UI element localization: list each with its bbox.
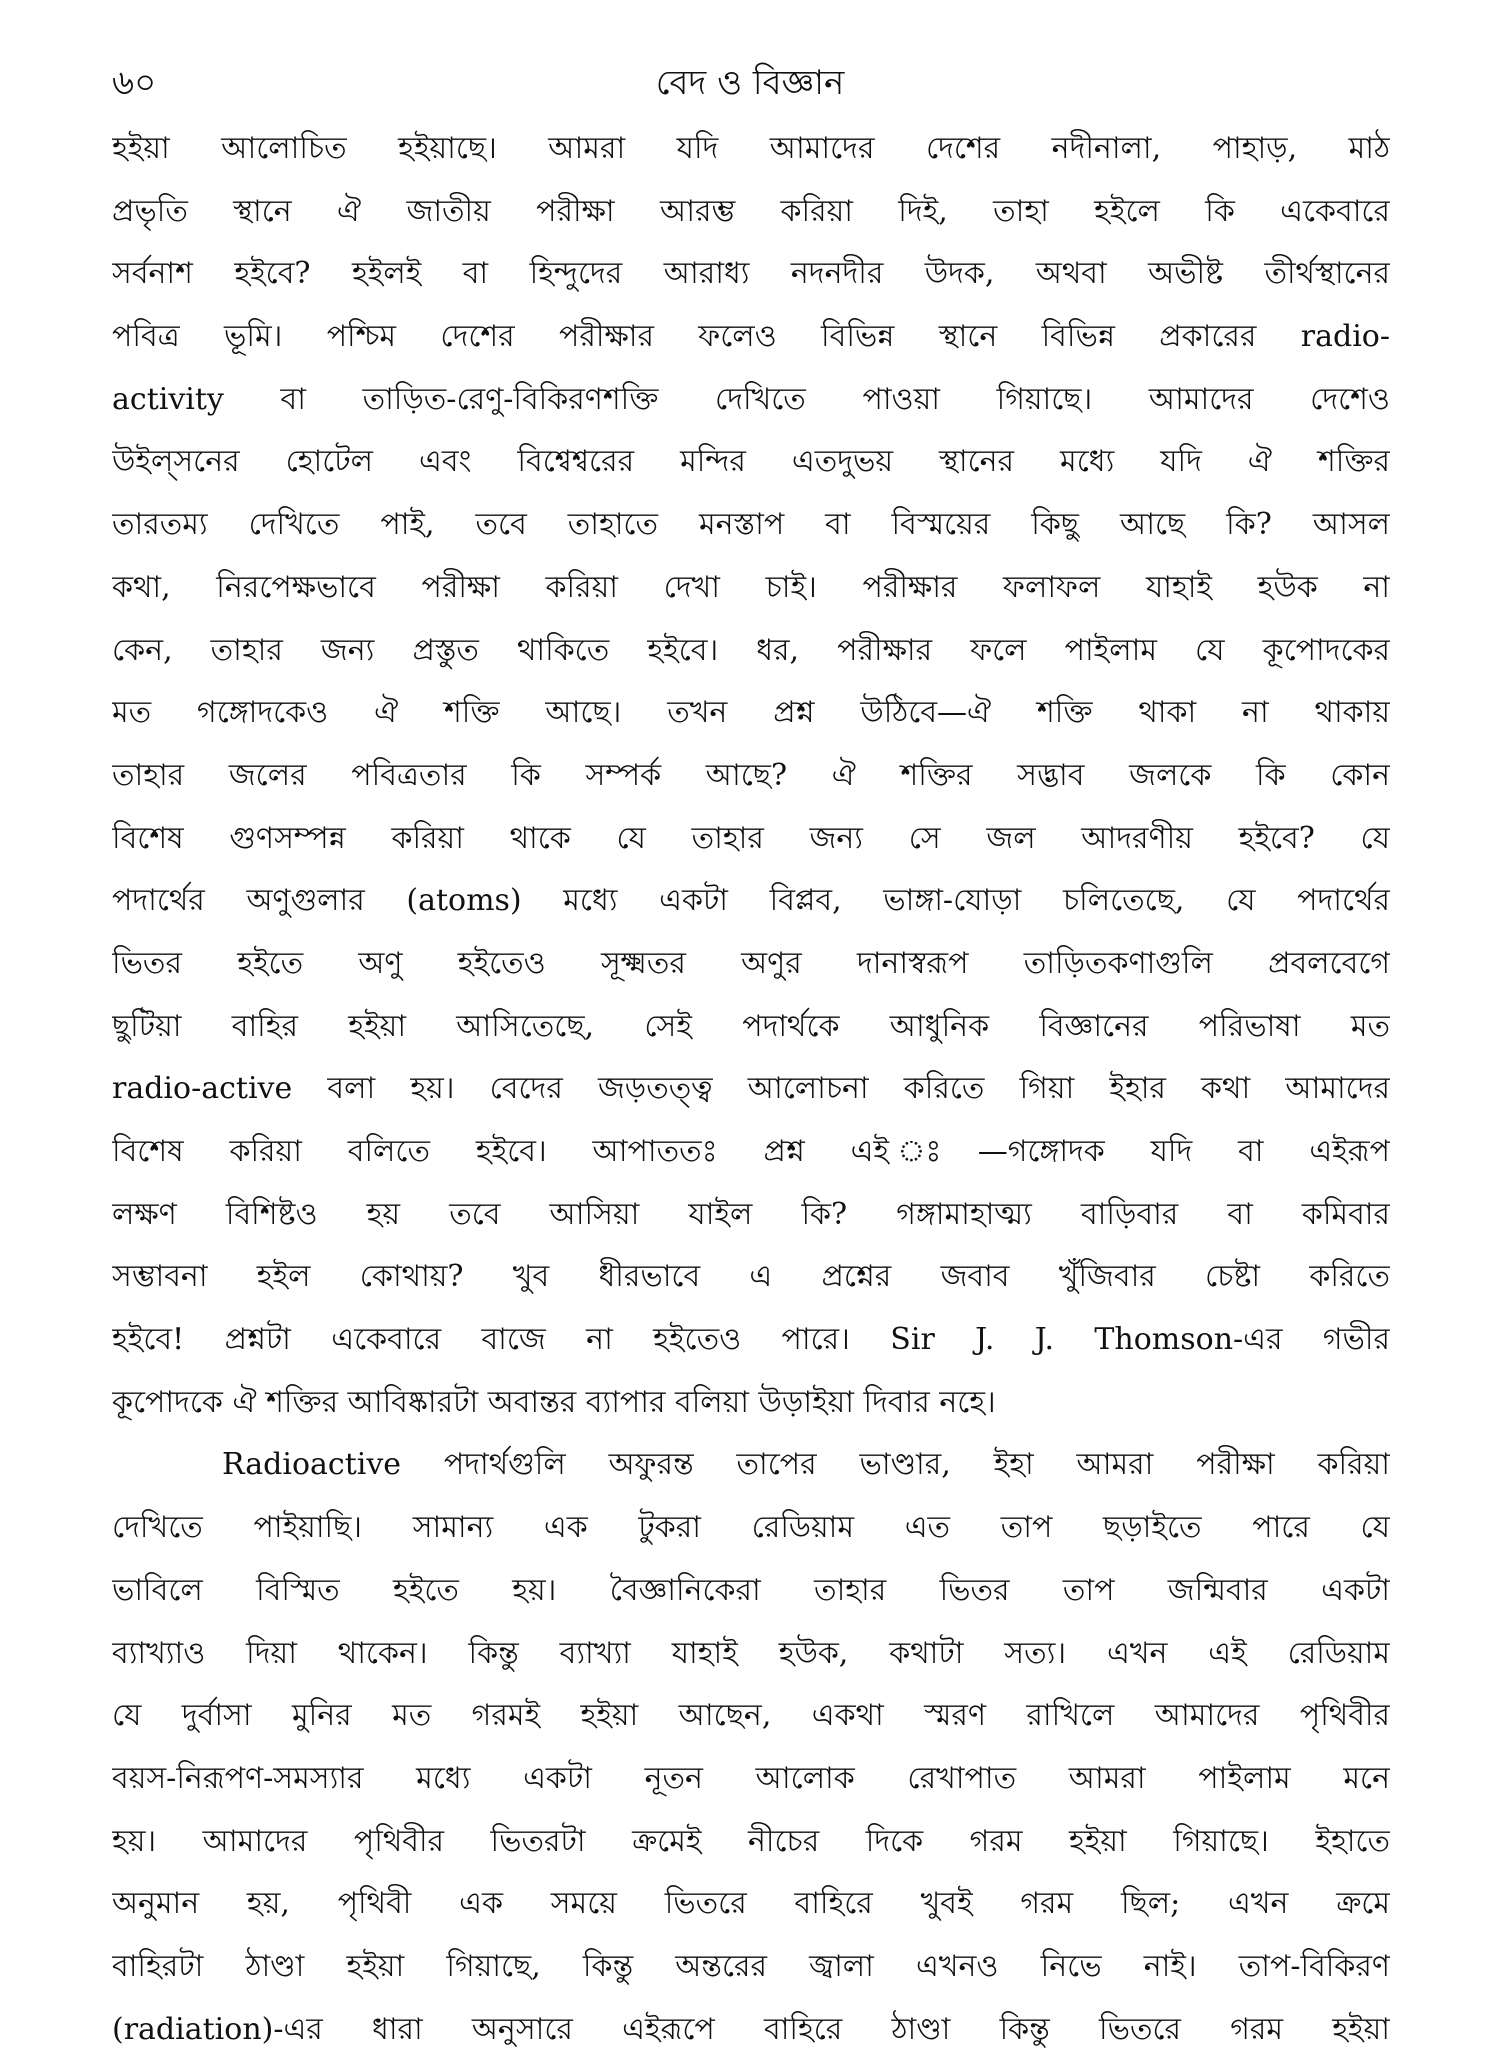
body-text	[112, 118, 1390, 2061]
text-line: radio-active বলা হয়। বেদের জড়তত্ত্ব আলোচনা করিতে গিয়া ইহার কথা আমাদের	[112, 1071, 1390, 1107]
text-line: কথা, নিরপেক্ষভাবে পরীক্ষা করিয়া দেখা চাই। পরীক্ষার ফলাফল যাহাই হউক না	[112, 569, 1390, 605]
paragraph-start-line: Radioactive পদার্থগুলি অফুরন্ত তাপের ভাণ্ডার, ইহা আমরা পরীক্ষা করিয়া	[222, 1447, 1390, 1483]
text-line: সর্বনাশ হইবে? হইলই বা হিন্দুদের আরাধ্য নদনদীর উদক, অথবা অভীষ্ট তীর্থস্থানের	[112, 256, 1390, 292]
text-line: বিশেষ করিয়া বলিতে হইবে। আপাততঃ প্রশ্ন এই ঃ—গঙ্গোদক যদি বা এইরূপ	[112, 1134, 1390, 1169]
text-line: সম্ভাবনা হইল কোথায়? খুব ধীরভাবে এ প্রশ্নের জবাব খুঁজিবার চেষ্টা করিতে	[112, 1259, 1390, 1295]
text-line: activity বা তাড়িত-রেণু-বিকিরণশক্তি দেখিতে পাওয়া গিয়াছে। আমাদের দেশেও	[112, 381, 1390, 417]
text-line: হয়। আমাদের পৃথিবীর ভিতরটা ক্রমেই নীচের দিকে গরম হইয়া গিয়াছে। ইহাতে	[112, 1823, 1390, 1859]
text-line: উইল্সনের হোটেল এবং বিশ্বেশ্বরের মন্দির এতদুভয় স্থানের মধ্যে যদি ঐ শক্তির	[112, 444, 1390, 480]
text-line: ব্যাখ্যাও দিয়া থাকেন। কিন্তু ব্যাখ্যা যাহাই হউক, কথাটা সত্য। এখন এই রেডিয়াম	[112, 1635, 1390, 1671]
text-line: প্রভৃতি স্থানে ঐ জাতীয় পরীক্ষা আরম্ভ করিয়া দিই, তাহা হইলে কি একেবারে	[112, 193, 1390, 229]
text-line: পদার্থের অণুগুলার (atoms) মধ্যে একটা বিপ্লব, ভাঙ্গা-যোড়া চলিতেছে, যে পদার্থের	[112, 883, 1390, 919]
text-line: যে দুর্বাসা মুনির মত গরমই হইয়া আছেন, একথা স্মরণ রাখিলে আমাদের পৃথিবীর	[112, 1698, 1390, 1734]
text-line: বয়স-নিরূপণ-সমস্যার মধ্যে একটা নূতন আলোক রেখাপাত আমরা পাইলাম মনে	[112, 1760, 1390, 1796]
text-line: তারতম্য দেখিতে পাই, তবে তাহাতে মনস্তাপ বা বিস্ময়ের কিছু আছে কি? আসল	[112, 507, 1390, 543]
text-line: হইবে! প্রশ্নটা একেবারে বাজে না হইতেও পারে। Sir J. J. Thomson-এর গভীর	[112, 1322, 1390, 1358]
text-line: অনুমান হয়, পৃথিবী এক সময়ে ভিতরে বাহিরে খুবই গরম ছিল; এখন ক্রমে	[112, 1886, 1390, 1922]
running-title: বেদ ও বিজ্ঞান	[655, 63, 845, 103]
text-line: পবিত্র ভূমি। পশ্চিম দেশের পরীক্ষার ফলেও বিভিন্ন স্থানে বিভিন্ন প্রকারের radio-	[112, 319, 1390, 355]
text-line: ছুটিয়া বাহির হইয়া আসিতেছে, সেই পদার্থকে আধুনিক বিজ্ঞানের পরিভাষা মত	[112, 1008, 1390, 1044]
text-line: ভিতর হইতে অণু হইতেও সূক্ষ্মতর অণুর দানাস্বরূপ তাড়িতকণাগুলি প্রবলবেগে	[112, 945, 1390, 981]
text-line: বাহিরটা ঠাণ্ডা হইয়া গিয়াছে, কিন্তু অন্তরের জ্বালা এখনও নিভে নাই। তাপ-বিকিরণ	[112, 1948, 1390, 1984]
page-number: ৬০	[112, 63, 157, 103]
paragraph-end-line: কূপোদকে ঐ শক্তির আবিষ্কারটা অবান্তর ব্যাপার বলিয়া উড়াইয়া দিবার নহে।	[112, 1384, 996, 1420]
text-line: বিশেষ গুণসম্পন্ন করিয়া থাকে যে তাহার জন্য সে জল আদরণীয় হইবে? যে	[112, 820, 1390, 856]
text-line: লক্ষণ বিশিষ্টও হয় তবে আসিয়া যাইল কি? গঙ্গামাহাত্ম্য বাড়িবার বা কমিবার	[112, 1196, 1390, 1232]
text-line: হইয়া আলোচিত হইয়াছে। আমরা যদি আমাদের দেশের নদীনালা, পাহাড়, মাঠ	[112, 131, 1390, 166]
text-line: দেখিতে পাইয়াছি। সামান্য এক টুকরা রেডিয়াম এত তাপ ছড়াইতে পারে যে	[112, 1510, 1390, 1546]
text-line: কেন, তাহার জন্য প্রস্তুত থাকিতে হইবে। ধর, পরীক্ষার ফলে পাইলাম যে কূপোদকের	[112, 632, 1390, 668]
text-line: তাহার জলের পবিত্রতার কি সম্পর্ক আছে? ঐ শক্তির সদ্ভাব জলকে কি কোন	[112, 757, 1390, 793]
text-line: মত গঙ্গোদকেও ঐ শক্তি আছে। তখন প্রশ্ন উঠিবে—ঐ শক্তি থাকা না থাকায়	[112, 695, 1390, 731]
text-line: (radiation)-এর ধারা অনুসারে এইরূপে বাহিরে ঠাণ্ডা কিন্তু ভিতরে গরম হইয়া	[112, 2011, 1390, 2047]
text-line: ভাবিলে বিস্মিত হইতে হয়। বৈজ্ঞানিকেরা তাহার ভিতর তাপ জন্মিবার একটা	[112, 1572, 1390, 1608]
